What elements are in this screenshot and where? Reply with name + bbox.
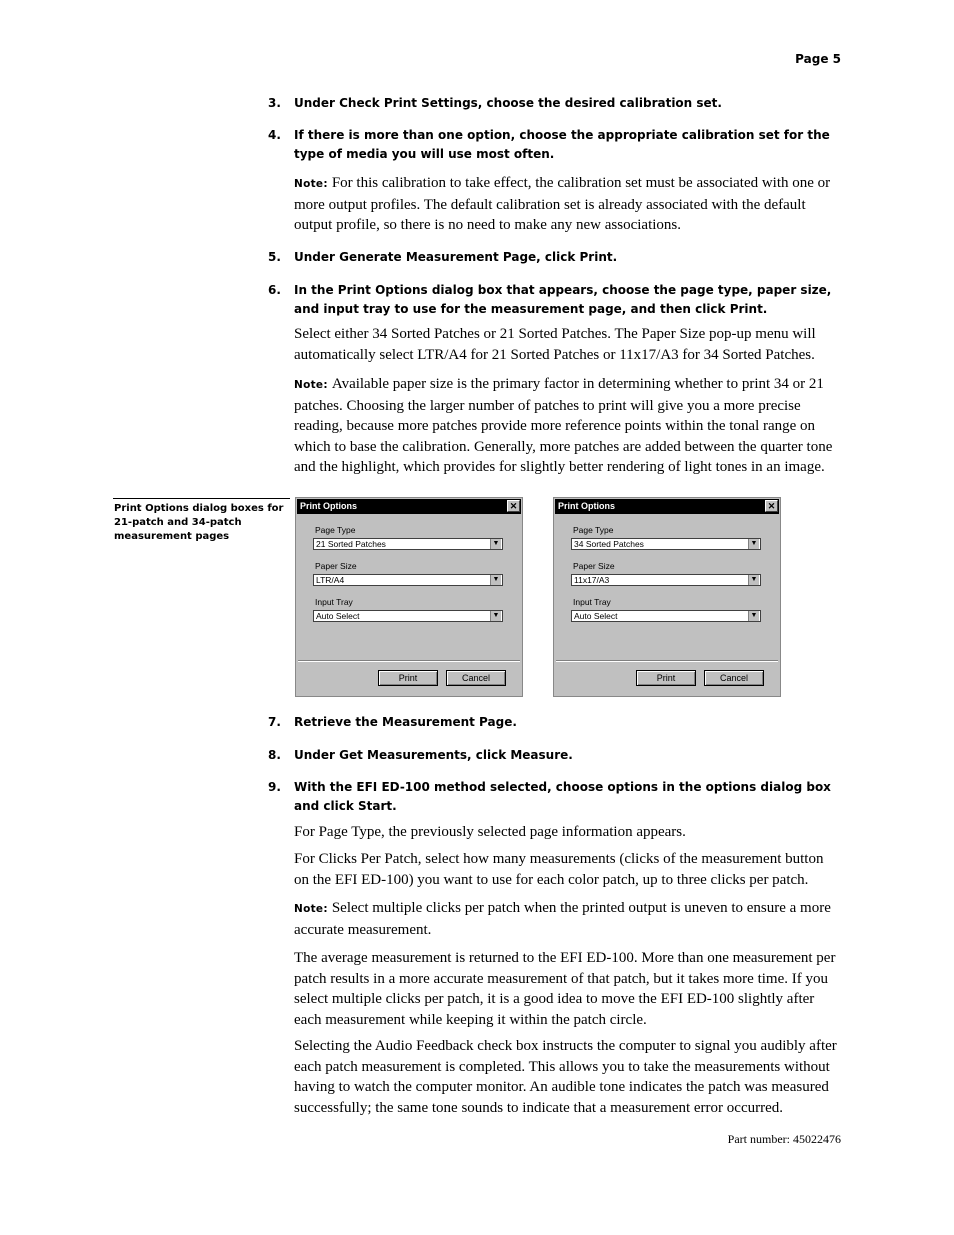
step-number: 7.: [268, 715, 281, 729]
cancel-button[interactable]: Cancel: [446, 670, 506, 686]
note-label: Note:: [294, 379, 328, 391]
note-calibration: [294, 173, 842, 236]
step-4: [268, 126, 843, 164]
input-tray-select[interactable]: [571, 610, 761, 622]
page-number: Page 5: [795, 52, 841, 66]
step-8: [268, 746, 843, 765]
paper-size-label: Paper Size: [573, 561, 615, 571]
step-text: If there is more than one option, choose the appropriate calibration set for the type of media you will use most often.: [294, 128, 830, 161]
note-text: For this calibration to take effect, the calibration set must be associated with one or more output profiles. The default calibration set is already associated with the default output profile, so there is no need to make any new associations.: [294, 175, 831, 233]
step-number: 9.: [268, 780, 281, 794]
paper-size-select[interactable]: [313, 574, 503, 586]
page-type-select[interactable]: [313, 538, 503, 550]
input-tray-select[interactable]: [313, 610, 503, 622]
step-number: 3.: [268, 96, 281, 110]
page-type-value: 21 Sorted Patches: [316, 539, 386, 549]
input-tray-label: Input Tray: [573, 597, 611, 607]
paragraph-page-type: For Page Type, the previously selected page information appears.: [294, 824, 686, 840]
print-options-dialog-21: [295, 497, 523, 697]
page-type-label: Page Type: [573, 525, 614, 535]
chevron-down-icon[interactable]: ▼: [490, 539, 501, 549]
note-paper-size: [294, 374, 842, 478]
print-options-dialog-34: [553, 497, 781, 697]
step-6: [268, 281, 843, 319]
step-text: Under Check Print Settings, choose the desired calibration set.: [294, 96, 722, 110]
note-label: Note:: [294, 178, 328, 190]
note-label: Note:: [294, 903, 328, 915]
figure-caption: Print Options dialog boxes for 21-patch and 34-patch measurement pages: [114, 503, 284, 542]
part-number: Part number: 45022476: [727, 1132, 841, 1146]
input-tray-value: Auto Select: [574, 611, 618, 621]
chevron-down-icon[interactable]: ▼: [748, 575, 759, 585]
step-5: [268, 248, 843, 267]
paragraph-audio-feedback: Selecting the Audio Feedback check box instructs the computer to signal you audibly after each patch measurement is completed. This allows you to take the measurements without having to watch the computer monitor. An audible tone indicates the patch was measured successfully; the same tone sounds to indicate that a measurement error occurred.: [294, 1038, 837, 1116]
step-number: 8.: [268, 748, 281, 762]
caption-rule: [113, 498, 290, 499]
input-tray-label: Input Tray: [315, 597, 353, 607]
step-number: 6.: [268, 283, 281, 297]
step-3: [268, 94, 843, 113]
step-7: [268, 713, 843, 732]
chevron-down-icon[interactable]: ▼: [748, 611, 759, 621]
dialog-title: Print Options: [297, 499, 521, 514]
chevron-down-icon[interactable]: ▼: [748, 539, 759, 549]
step-text: Retrieve the Measurement Page.: [294, 715, 517, 729]
dialog-title: Print Options: [555, 499, 779, 514]
page-type-select[interactable]: [571, 538, 761, 550]
close-icon[interactable]: ✕: [765, 500, 778, 512]
paper-size-value: 11x17/A3: [574, 575, 610, 585]
print-button[interactable]: Print: [378, 670, 438, 686]
step-number: 5.: [268, 250, 281, 264]
step-text: With the EFI ED-100 method selected, choose options in the options dialog box and click Start.: [294, 780, 831, 813]
paragraph-select-patches: Select either 34 Sorted Patches or 21 Sorted Patches. The Paper Size pop-up menu will automatically select LTR/A4 for 21 Sorted Patches or 11x17/A3 for 34 Sorted Patches.: [294, 326, 816, 363]
input-tray-value: Auto Select: [316, 611, 360, 621]
note-text: Select multiple clicks per patch when the printed output is uneven to ensure a more accurate measurement.: [294, 900, 831, 938]
print-button[interactable]: Print: [636, 670, 696, 686]
paper-size-value: LTR/A4: [316, 575, 345, 585]
close-icon[interactable]: ✕: [507, 500, 520, 512]
chevron-down-icon[interactable]: ▼: [490, 611, 501, 621]
paragraph-average-measurement: The average measurement is returned to the EFI ED-100. More than one measurement per patch results in a more accurate measurement of that patch, but it takes more time. If you select multiple clicks per patch, it is a good idea to move the EFI ED-100 slightly after each measurement while keeping it within the patch circle.: [294, 950, 836, 1028]
note-text: Available paper size is the primary factor in determining whether to print 34 or 21 patches. Choosing the larger number of patches to print will give you a more precise reading, because more patches provide more reference points within the tonal range on which to base the calibration. Generally, more patches are added between the quarter tone and the highlight, which provides for slightly better rendering of light tones in an image.: [294, 376, 833, 475]
page-type-value: 34 Sorted Patches: [574, 539, 644, 549]
dialog-separator: [298, 660, 520, 662]
step-9: [268, 778, 843, 816]
note-multiple-clicks: [294, 898, 842, 940]
page-type-label: Page Type: [315, 525, 356, 535]
step-text: Under Get Measurements, click Measure.: [294, 748, 573, 762]
paper-size-select[interactable]: [571, 574, 761, 586]
step-text: In the Print Options dialog box that appears, choose the page type, paper size, and input tray to use for the measurement page, and then click Print.: [294, 283, 832, 316]
cancel-button[interactable]: Cancel: [704, 670, 764, 686]
chevron-down-icon[interactable]: ▼: [490, 575, 501, 585]
paper-size-label: Paper Size: [315, 561, 357, 571]
step-text: Under Generate Measurement Page, click Print.: [294, 250, 618, 264]
dialog-separator: [556, 660, 778, 662]
step-number: 4.: [268, 128, 281, 142]
paragraph-clicks-per-patch: For Clicks Per Patch, select how many measurements (clicks of the measurement button on the EFI ED-100) you want to use for each color patch, up to three clicks per patch.: [294, 851, 824, 888]
